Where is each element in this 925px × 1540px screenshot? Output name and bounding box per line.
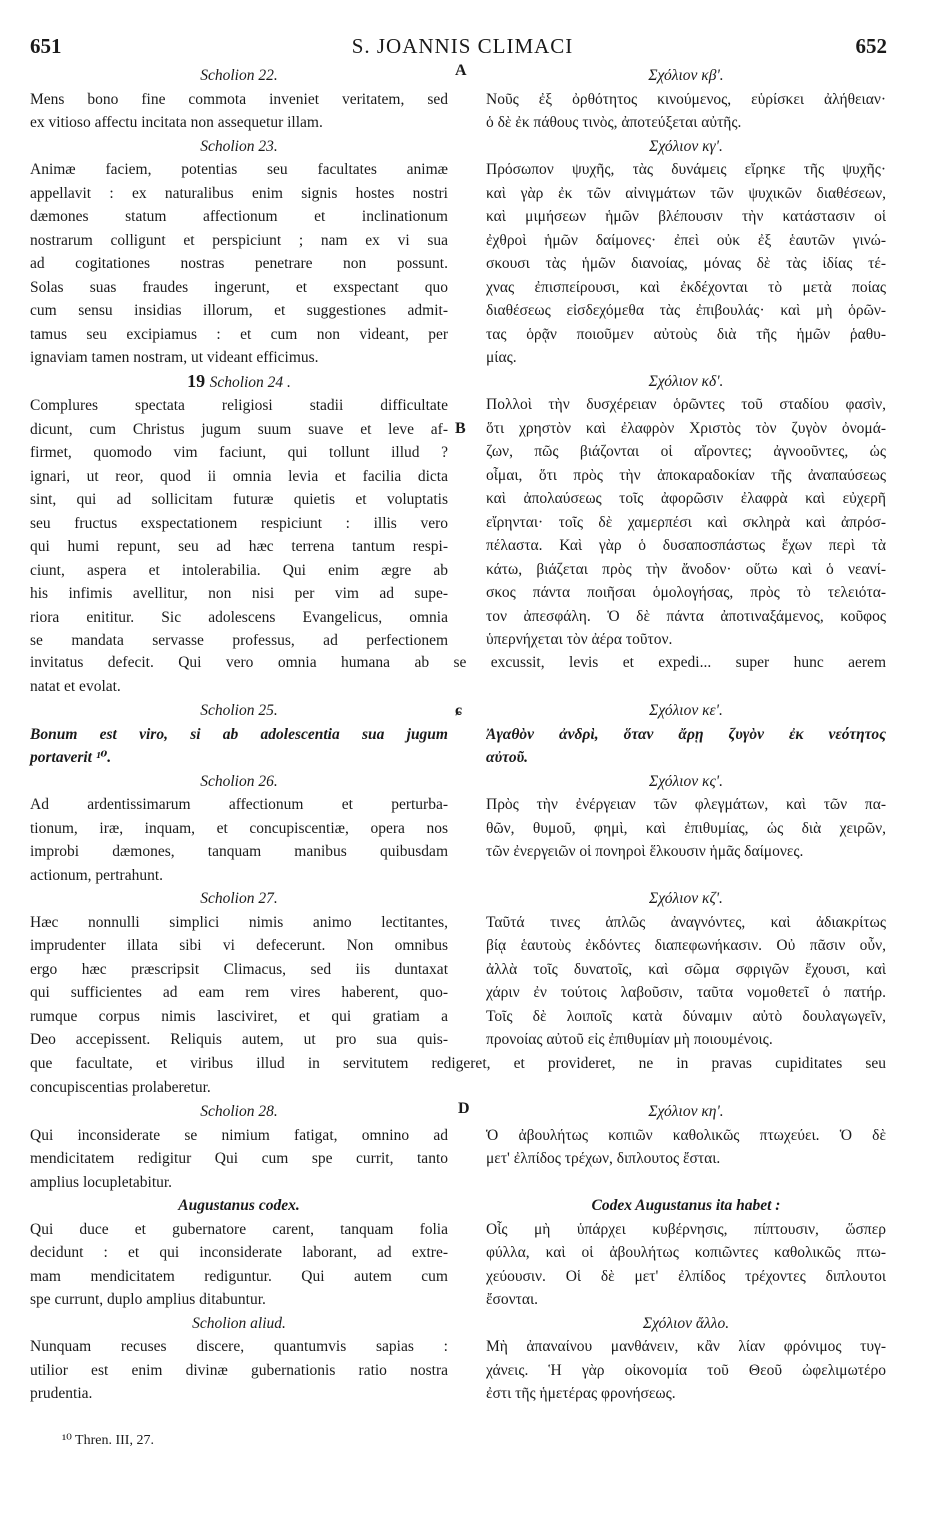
page-number-left: 651	[30, 34, 62, 58]
text-line: se mandata servasse professus, ad perfectionem	[30, 632, 448, 649]
text-line: sint, qui ad sollicitam futuræ quietis et voluptatis	[30, 491, 448, 508]
text-line: tionum, iræ, inquam, et concupiscentiæ, opera nos	[30, 819, 448, 837]
text-line: Qui inconsiderate se nimium fatigat, omnino ad	[30, 1126, 448, 1144]
text-line: ad cogitationes nostras penetrare non possunt.	[30, 255, 448, 272]
scholion-heading: Scholion 23.	[200, 137, 278, 155]
text-line: Μὴ ἀπαναίνου μανθάνειν, κἂν λίαν φρόνιμος τυγ-	[486, 1338, 886, 1355]
text-line: Mens bono fine commota inveniet veritatem, sed	[30, 90, 448, 108]
text-line: τον ἀπεσφάλη. Ὁ δὲ πάντα ἀποτιναξάμενος, κοῦφος	[486, 607, 886, 625]
text-line: ζων, πῶς βιάζονται οἱ αἴροντες; ἀγνοοῦντες, ὡς	[486, 443, 886, 460]
text-line: χνας ἐπισπείρουσι, καὶ ἐκδέχονται τὸ μετὰ ποίας	[486, 278, 886, 296]
text-line: qui sufficientes ad eam rem vires haberent, quo-	[30, 984, 448, 1001]
text-line: his infimis avellitur, non nisi per vim ad supe-	[30, 585, 448, 602]
greek-column-2	[486, 699, 886, 1052]
scholion-heading: Σχόλιον κε'.	[649, 702, 723, 719]
text-line: seu fructus exspectationem respiciunt : illis vero	[30, 514, 448, 532]
text-line: κάτω, βιάζεται πρὸς τὴν ἄνοδον· οὕτω καὶ ὁ νεανί-	[486, 560, 886, 578]
footnote: ¹⁰ Thren. III, 27.	[62, 1433, 154, 1448]
text-line: natat et evolat.	[30, 677, 121, 695]
text-line: dicunt, cum Christus jugum suum suave et leve af-	[30, 420, 448, 438]
text-line: ergo hæc præscripsit Climacus, sed iis duntaxat	[30, 960, 448, 978]
scholion-heading: Scholion 26.	[200, 772, 278, 790]
text-line: χάνεις. Ἡ γὰρ οἰκονομία τοῦ Θεοῦ ὠφελιμωτέρο	[486, 1361, 886, 1379]
text-line: Πολλοὶ τὴν δυσχέρειαν ὁρῶντες τοῦ σταδίου φασὶν,	[486, 396, 886, 413]
text-line: ὅτι χρηστὸν καὶ ἐλαφρὸν Χριστὸς τὸν ζυγὸν ὀνομά-	[486, 419, 886, 437]
text-line: θῶν, θυμοῦ, φημὶ, καὶ ἐπιθυμίας, ὡς διὰ χειρῶν,	[486, 819, 886, 837]
text-line: improbi dæmones, tanquam manibus quibusdam	[30, 843, 448, 860]
text-line: τας ὁρᾷν ποιοῦμεν αὐτοὺς διὰ τῆς ἡμῶν ῥαθυ-	[486, 325, 886, 343]
latin-column-2	[30, 699, 448, 1052]
text-line: Ὁ ἀβουλήτως κοπιῶν καθολικῶς πτωχεύει. Ὁ δὲ	[486, 1126, 886, 1144]
text-line: utilior est enim divinæ gubernationis ratio nostra	[30, 1361, 448, 1379]
margin-letter-c: ɕ	[455, 702, 463, 719]
text-line: ἐστι τῆς ἡμετέρας φρονήσεως.	[486, 1385, 676, 1402]
text-line: ἀλλὰ τοῖς δυνατοῖς, καὶ σῶμα σφριγῶν ἔχουσι, καὶ	[486, 960, 886, 978]
text-line: rumque corpus nimis lasciviret, et qui gratiam a	[30, 1007, 448, 1025]
text-line: prudentia.	[30, 1385, 93, 1402]
text-line: Deo accepissent. Reliquis autem, ut pro sua quis-	[30, 1031, 448, 1048]
text-line: actionum, pertrahunt.	[30, 866, 163, 884]
latin-column-1	[30, 64, 448, 653]
text-line: mam mendicitatem rediguntur. Qui autem cum	[30, 1267, 448, 1285]
scholion-heading-text: Scholion 24 .	[209, 373, 291, 391]
text-line: Hæc nonnulli simplici nimis animo lectitantes,	[30, 913, 448, 931]
scholion-heading	[30, 370, 448, 395]
margin-letter-b: B	[455, 420, 466, 437]
margin-letter-a: A	[455, 62, 467, 79]
text-line: ὑπερνήχεται τὸν ἀέρα τοῦτον.	[486, 631, 673, 648]
latin-column-3	[30, 1100, 448, 1406]
text-line: χεύουσιν. Οἱ δὲ μετ' ἐλπίδος τρέχοντες διπλουτοι	[486, 1267, 886, 1285]
text-line: τῶν ἐνεργειῶν οἱ πονηροὶ ἕλκουσιν ἡμᾶς δαίμονες.	[486, 843, 804, 860]
margin-letter-d: D	[458, 1100, 470, 1117]
text-line: Ἀγαθὸν ἀνδρὶ, ὅταν ἄρῃ ζυγὸν ἐκ νεότητος	[486, 725, 886, 743]
text-line: ex vitioso affectu incitata non assequetur illam.	[30, 114, 323, 131]
scholion-heading: Augustanus codex.	[178, 1197, 300, 1214]
text-line: Animæ faciem, potentias seu facultates animæ	[30, 161, 448, 178]
scholion-heading: Σχόλιον κς'.	[649, 772, 723, 790]
text-line: μίας.	[486, 349, 517, 366]
running-title: S. JOANNIS CLIMACI	[351, 34, 574, 58]
text-line: βίᾳ ἑαυτοὺς ἐκδόντες διαπεφωνήκασιν. Οὐ πᾶσιν οὖν,	[486, 937, 886, 954]
text-line: nostrarum colligunt et perspiciunt ; nam ex vi sua	[30, 231, 448, 249]
text-line: Ad ardentissimarum affectionum et perturba-	[30, 796, 448, 813]
scholion-heading: Scholion 27.	[200, 890, 278, 907]
greek-column-1	[486, 64, 886, 652]
text-line: καὶ γὰρ ἐκ τῶν αἰνιγμάτων τῶν ψυχικῶν διαθέσεων,	[486, 184, 886, 202]
text-line: ciunt, aspera et intolerabilia. Qui enim ægre ab	[30, 561, 448, 579]
text-line: εἴρηνται· τοῖς δὲ χαμερπέσι καὶ σκληρὰ καὶ ἀπρόσ-	[486, 513, 886, 531]
text-line: Νοῦς ἐξ ὀρθότητος κινούμενος, εὑρίσκει ἀλήθειαν·	[486, 90, 886, 108]
text-line: πέλαστα. Καὶ γὰρ ὁ δυσαποσπάστως ἔχων περὶ τὰ	[486, 537, 886, 554]
scholion-heading: Σχόλιον ἄλλο.	[642, 1314, 730, 1332]
text-line: καὶ ἀπολαύσεως τοῖς ἀφορῶσιν ἐλαφρὰ καὶ εὐχερῆ	[486, 490, 886, 507]
text-line: firmet, quomodo vim faciunt, qui tollunt illud ?	[30, 444, 448, 461]
full-width-block-2	[30, 1052, 886, 1099]
scholion-heading: Σχόλιον κδ'.	[648, 372, 724, 390]
scholion-heading: Scholion 28.	[200, 1103, 278, 1120]
blank-line	[486, 1171, 886, 1195]
page-number-right: 652	[855, 34, 887, 58]
text-line: σκουσι τὰς ἡμῶν διανοίας, μόνας δὲ τὰς ἰδίας τέ-	[486, 255, 886, 272]
scholion-heading: Scholion aliud.	[192, 1314, 286, 1332]
scholion-heading: Codex Augustanus ita habet :	[591, 1197, 781, 1214]
blank-line	[486, 864, 886, 888]
text-line: σκος πάντα ποιῆσαι ὁμολογήσας, πρὸς τὸ τελειότα-	[486, 584, 886, 601]
text-line: amplius locupletabitur.	[30, 1173, 173, 1191]
text-line: riora enititur. Sic adolescens Evangelicus, omnia	[30, 608, 448, 626]
text-line: concupiscentias prolaberetur.	[30, 1078, 211, 1096]
text-line: appellavit : ex naturalibus enim signis hostes nostri	[30, 184, 448, 202]
text-line: προνοίας αὐτοῦ εἰς ἐπιθυμίαν μὴ ποιουμένοις.	[486, 1031, 773, 1048]
text-line: Πρόσωπον ψυχῆς, τὰς δυνάμεις εἴρηκε τῆς ψυχῆς·	[486, 161, 886, 178]
scholion-heading: Σχόλιον κη'.	[648, 1103, 724, 1120]
text-line: Πρὸς τὴν ἐνέργειαν τῶν φλεγμάτων, καὶ τῶν πα-	[486, 796, 886, 813]
text-line: mendicitatem redigitur Qui cum spe currit, tanto	[30, 1150, 448, 1167]
text-line: portaverit ¹⁰.	[30, 749, 112, 766]
text-line: Οἷς μὴ ὑπάρχει κυβέρνησις, πίπτουσιν, ὥσπερ	[486, 1220, 886, 1238]
scholion-heading: Σχόλιον κζ'.	[649, 890, 723, 907]
scholion-heading: Scholion 22.	[200, 67, 278, 84]
scholion-heading: Σχόλιον κγ'.	[649, 137, 723, 155]
text-line: αὐτοῦ.	[486, 749, 529, 766]
text-line: χάριν ἐν τούτοις λαβοῦσιν, ταῦτα νομοθετεῖ ὁ πατήρ.	[486, 984, 886, 1001]
text-line: ignari, ut reor, quod ii omnia levia et facilia dicta	[30, 467, 448, 485]
text-line: ἔσονται.	[486, 1291, 539, 1308]
text-line: invitatus defecit. Qui vero omnia humana ab se excussit, levis et expedi... super hunc aerem	[30, 654, 886, 671]
greek-column-3	[486, 1100, 886, 1406]
text-line: Ταῦτά τινες ἁπλῶς ἀναγνόντες, καὶ ἀδιακρίτως	[486, 913, 886, 931]
text-line: καὶ μιμήσεων ἡμῶν βλέπουσιν τὴν κατάστασιν οἱ	[486, 208, 886, 225]
text-line: decidunt : et qui inconsiderate laborant, ad extre-	[30, 1244, 448, 1261]
text-line: ignaviam tamen nostram, ut videant efficimus.	[30, 349, 319, 366]
full-width-block-1	[30, 651, 886, 698]
text-line: Qui duce et gubernatore carent, tanquam folia	[30, 1220, 448, 1238]
text-line: διαθέσεως εἰσδεχόμεθα τὰς ἐπιβουλάς· καὶ μὴ ὁρῶν-	[486, 302, 886, 319]
text-line: tamus seu excipiamus : et cum non videant, per	[30, 325, 448, 343]
text-line: imprudenter illata sibi vi defecerunt. Non omnibus	[30, 937, 448, 954]
text-line: Solas suas fraudes ingerunt, et exspectant quo	[30, 278, 448, 296]
text-line: ὁ δὲ ἐκ πάθους τινὸς, ἀποτεύξεται αὐτῆς.	[486, 114, 742, 131]
text-line: Nunquam recuses discere, quantumvis sapias :	[30, 1338, 448, 1355]
text-line: ἐχθροὶ ἡμῶν δαίμονες· ἐπεὶ οὐκ ἐξ ἑαυτῶν γινώ-	[486, 231, 886, 249]
text-line: μετ' ἐλπίδος τρέχων, διπλουτος ἔσται.	[486, 1150, 721, 1167]
text-line: οἶμαι, ὅτι πρὸς τὴν ἀποκαραδοκίαν τῆς ἀναπαύσεως	[486, 466, 886, 484]
text-line: cum sensu insidias illorum, et suggestiones admit-	[30, 302, 448, 319]
text-line: φύλλα, καὶ οἱ ἀβουλήτως κοπιῶντες καθολικῶς πτω-	[486, 1244, 886, 1261]
text-line: Τοῖς δὲ λοιποῖς κατὰ δύναμιν αὐτὸ δουλαγωγεῖν,	[486, 1007, 886, 1025]
scholion-heading: Σχόλιον κβ'.	[648, 67, 724, 84]
text-line: Bonum est viro, si ab adolescentia sua jugum	[30, 725, 448, 743]
text-line: que facultate, et viribus illud in servitutem redigeret, et provideret, ne in pravas cupiditates seu	[30, 1055, 886, 1072]
text-line: qui humi repunt, seu ad hæc terrena tantum respi-	[30, 538, 448, 555]
column-number-marker: 19	[187, 370, 210, 391]
text-line: dæmones statum affectionum et inclinationum	[30, 208, 448, 225]
text-line: Complures spectata religiosi stadii difficultate	[30, 397, 448, 414]
text-line: spe currunt, duplo amplius ditabuntur.	[30, 1291, 266, 1308]
scholion-heading: Scholion 25.	[200, 702, 278, 719]
